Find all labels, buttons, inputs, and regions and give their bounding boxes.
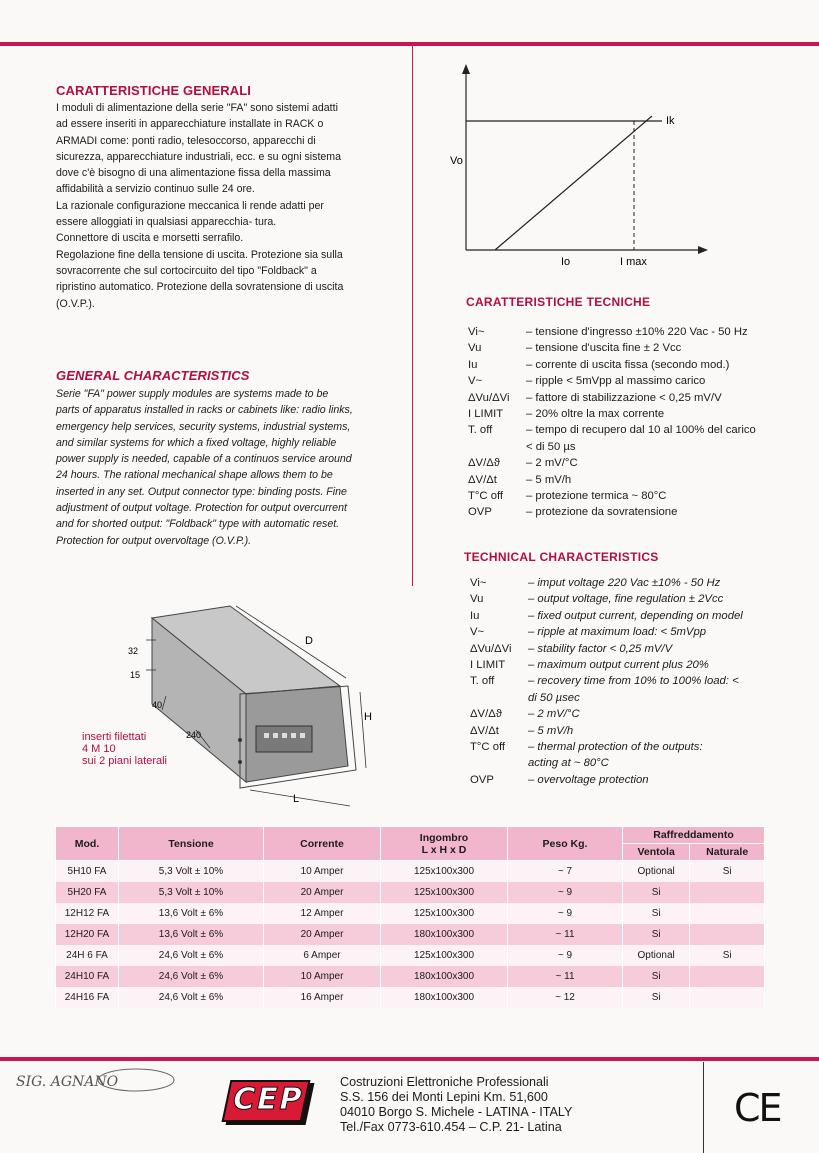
cell-ventola: Si [623, 966, 690, 987]
column-divider [412, 46, 413, 586]
bottom-rule [0, 1057, 819, 1061]
spec-value: – ripple at maximum load: < 5mVpp [528, 626, 707, 639]
header-mod: Mod. [56, 827, 119, 861]
spec-value: – output voltage, fine regulation ± 2Vcc [528, 593, 724, 606]
drawing-note-line-3: sui 2 piani laterali [82, 755, 167, 767]
module-drawing [60, 600, 400, 820]
dimension-32: 32 [128, 646, 139, 656]
cell-tensione: 13,6 Volt ± 6% [119, 903, 264, 924]
spec-key: ΔV/Δt [468, 473, 497, 486]
header-peso: Peso Kg. [508, 827, 623, 861]
heading-technical-characteristics: TECHNICAL CHARACTERISTICS [464, 550, 659, 564]
italian-paragraph: La razionale configurazione meccanica li rende adatti per essere alloggiati in qualsiasi apparecchia- tura. [56, 199, 324, 229]
cell-tensione: 5,3 Volt ± 10% [119, 882, 264, 903]
cell-mod: 12H12 FA [56, 903, 119, 924]
spec-value: – imput voltage 220 Vac ±10% - 50 Hz [528, 577, 721, 589]
heading-general-characteristics: GENERAL CHARACTERISTICS [56, 368, 250, 383]
cell-corrente: 10 Amper [264, 966, 381, 987]
cell-corrente: 10 Amper [264, 861, 381, 883]
cell-ventola: Si [623, 903, 690, 924]
cell-naturale [690, 924, 765, 945]
cell-tensione: 13,6 Volt ± 6% [119, 924, 264, 945]
spec-value: – overvoltage protection [528, 773, 649, 786]
cell-ingombro: 125x100x300 [381, 945, 508, 966]
output-characteristic-graph [440, 60, 720, 270]
spec-key: T°C off [470, 741, 506, 754]
table-row [56, 903, 765, 924]
company-address [340, 1075, 572, 1135]
spec-value: – tempo di recupero dal 10 al 100% del carico < di 50 µs [526, 424, 756, 453]
cell-naturale: Si [690, 861, 765, 883]
model-table [55, 826, 765, 1008]
spec-key: V~ [468, 375, 483, 388]
cell-peso: ~ 9 [508, 945, 623, 966]
cell-peso: ~ 9 [508, 882, 623, 903]
spec-value: – recovery time from 10% to 100% load: < di 50 µsec [528, 675, 739, 704]
cell-mod: 12H20 FA [56, 924, 119, 945]
spec-key: Vu [470, 593, 484, 606]
spec-key: OVP [470, 773, 494, 786]
spec-value: – stability factor < 0,25 mV/V [528, 642, 673, 655]
ce-mark: CE [734, 1086, 781, 1130]
cell-ventola: Optional [623, 861, 690, 883]
table-row [56, 882, 765, 903]
cell-ventola: Si [623, 924, 690, 945]
dimension-240: 240 [186, 730, 202, 740]
graph-curve-label: Ik [666, 115, 675, 127]
spec-key: I LIMIT [470, 659, 506, 672]
cell-corrente: 12 Amper [264, 903, 381, 924]
header-raffreddamento: Raffreddamento [623, 827, 765, 844]
spec-list-italian [468, 324, 778, 521]
spec-key: ΔV/Δϑ [470, 708, 502, 721]
company-name: Costruzioni Elettroniche Professionali [340, 1075, 549, 1089]
cell-corrente: 20 Amper [264, 882, 381, 903]
cell-ingombro: 125x100x300 [381, 882, 508, 903]
spec-key: Iu [468, 358, 478, 371]
dimension-d: D [305, 635, 313, 647]
spec-value: – protezione termica ~ 80°C [526, 490, 667, 503]
cell-tensione: 24,6 Volt ± 6% [119, 987, 264, 1008]
spec-value: – 20% oltre la max corrente [526, 408, 665, 421]
dimension-l: L [293, 793, 300, 805]
cep-logo [226, 1080, 310, 1126]
spec-value: – fattore di stabilizzazione < 0,25 mV/V [526, 391, 722, 404]
header-ingombro-line-1: Ingombro [419, 831, 469, 844]
spec-value: – maximum output current plus 20% [528, 659, 709, 672]
address-line-1: S.S. 156 dei Monti Lepini Km. 51,600 [340, 1090, 548, 1104]
spec-value: – 5 mV/h [528, 724, 574, 737]
cell-mod: 24H16 FA [56, 987, 119, 1008]
spec-value: – 2 mV/°C [526, 457, 578, 470]
cell-peso: ~ 9 [508, 903, 623, 924]
spec-key: Iu [470, 609, 480, 622]
cell-naturale [690, 987, 765, 1008]
cell-tensione: 5,3 Volt ± 10% [119, 861, 264, 883]
spec-list-english [470, 575, 770, 788]
cell-corrente: 6 Amper [264, 945, 381, 966]
cell-ingombro: 180x100x300 [381, 987, 508, 1008]
cell-corrente: 16 Amper [264, 987, 381, 1008]
dimension-15: 15 [130, 670, 141, 680]
spec-value: – ripple < 5mVpp al massimo carico [526, 375, 706, 388]
cell-ventola: Si [623, 987, 690, 1008]
table-row [56, 861, 765, 883]
cell-peso: ~ 11 [508, 966, 623, 987]
handwritten-text: SIG. AGNANO [16, 1074, 119, 1090]
contact-line: Tel./Fax 0773-610.454 – C.P. 21- Latina [340, 1120, 562, 1134]
cell-ingombro: 125x100x300 [381, 903, 508, 924]
italian-description [56, 100, 350, 312]
italian-paragraph: Regolazione fine della tensione di uscita. Protezione sia sulla sovracorrente che sul cortocircuito del tipo "Foldback" a ripristino automatico. Protezione della sovratensione di uscita (O.V.P.). [56, 248, 344, 310]
cell-naturale [690, 966, 765, 987]
header-ingombro [381, 827, 508, 861]
cell-mod: 24H10 FA [56, 966, 119, 987]
cell-naturale [690, 903, 765, 924]
cell-peso: ~ 12 [508, 987, 623, 1008]
cell-ingombro: 125x100x300 [381, 861, 508, 883]
spec-key: ΔVu/ΔVi [470, 642, 512, 655]
spec-key: T°C off [468, 490, 504, 503]
header-ventola: Ventola [623, 844, 690, 861]
spec-value: – tensione d'ingresso ±10% 220 Vac - 50 Hz [526, 326, 748, 338]
footer-divider [703, 1062, 704, 1153]
spec-value: – 2 mV/°C [528, 708, 580, 721]
cell-tensione: 24,6 Volt ± 6% [119, 945, 264, 966]
english-description: Serie "FA" power supply modules are systems made to be parts of apparatus installed in racks or cabinets like: radio links, emergency help services, security systems, industrial systems, and similar systems for which a fixed voltage, highly reliable power supply is needed, capable of a continuos service around 24 hours. The rational mechanical shape allows them to be inserted in any set. Output connector type: binding posts. Fine adjustment of output voltage. Protection for output overcurrent and for shorted output: "Foldback" type with automatic reset. Protection for output overvoltage (O.V.P.). [56, 388, 353, 547]
top-rule [0, 42, 819, 46]
cell-ventola: Si [623, 882, 690, 903]
address-line-2: 04010 Borgo S. Michele - LATINA - ITALY [340, 1105, 573, 1119]
spec-key: Vi~ [470, 577, 487, 589]
spec-value: – thermal protection of the outputs: acting at ~ 80°C [528, 741, 703, 770]
table-row [56, 987, 765, 1008]
cell-naturale: Si [690, 945, 765, 966]
cell-peso: ~ 7 [508, 861, 623, 883]
cell-mod: 5H10 FA [56, 861, 119, 883]
cell-ingombro: 180x100x300 [381, 966, 508, 987]
drawing-note-line-2: 4 M 10 [82, 743, 116, 755]
cell-naturale [690, 882, 765, 903]
spec-key: V~ [470, 626, 485, 639]
cell-ventola: Optional [623, 945, 690, 966]
spec-key: I LIMIT [468, 408, 504, 421]
spec-key: ΔV/Δϑ [468, 457, 500, 470]
cell-corrente: 20 Amper [264, 924, 381, 945]
spec-key: Vu [468, 342, 482, 355]
header-tensione: Tensione [119, 827, 264, 861]
dimension-40: 40 [152, 700, 163, 710]
spec-value: – corrente di uscita fissa (secondo mod.) [526, 358, 730, 371]
cell-peso: ~ 11 [508, 924, 623, 945]
spec-key: Vi~ [468, 326, 485, 338]
header-naturale: Naturale [690, 844, 765, 861]
spec-value: – protezione da sovratensione [526, 506, 678, 519]
dimension-h: H [364, 711, 372, 723]
heading-caratteristiche-generali: CARATTERISTICHE GENERALI [56, 83, 251, 98]
cell-mod: 5H20 FA [56, 882, 119, 903]
spec-value: – tensione d'uscita fine ± 2 Vcc [526, 342, 682, 355]
spec-key: T. off [470, 675, 495, 688]
header-ingombro-line-2: L x H x D [421, 843, 467, 856]
heading-caratteristiche-tecniche: CARATTERISTICHE TECNICHE [466, 295, 651, 309]
table-row [56, 966, 765, 987]
spec-value: – fixed output current, depending on model [528, 609, 743, 622]
italian-paragraph: Connettore di uscita e morsetti serrafilo. [56, 232, 244, 245]
spec-key: T. off [468, 424, 493, 437]
table-row [56, 924, 765, 945]
cell-ingombro: 180x100x300 [381, 924, 508, 945]
spec-key: ΔV/Δt [470, 724, 499, 737]
graph-x-label-imax: I max [620, 256, 647, 268]
handwritten-note [12, 1066, 182, 1096]
italian-paragraph: I moduli di alimentazione della serie "FA" sono sistemi adatti ad essere inseriti in apparecchiature installate in RACK o ARMADI come: ponti radio, telesoccorso, apparecchi di sicurezza, apparecchiature industriali, ecc. e su ogni sistema dove c'è bisogno di una alimentazione fissa della massima affidabilità a servizio continuo sulle 24 ore. [56, 102, 341, 196]
spec-key: ΔVu/ΔVi [468, 391, 510, 404]
logo-text: CEP [229, 1082, 307, 1117]
drawing-note-line-1: inserti filettati [82, 731, 147, 743]
cell-tensione: 24,6 Volt ± 6% [119, 966, 264, 987]
spec-value: – 5 mV/h [526, 473, 572, 486]
spec-key: OVP [468, 506, 492, 519]
table-row [56, 945, 765, 966]
header-corrente: Corrente [264, 827, 381, 861]
graph-x-label-io: Io [561, 256, 571, 268]
graph-y-label: Vo [450, 155, 463, 167]
cell-mod: 24H 6 FA [56, 945, 119, 966]
